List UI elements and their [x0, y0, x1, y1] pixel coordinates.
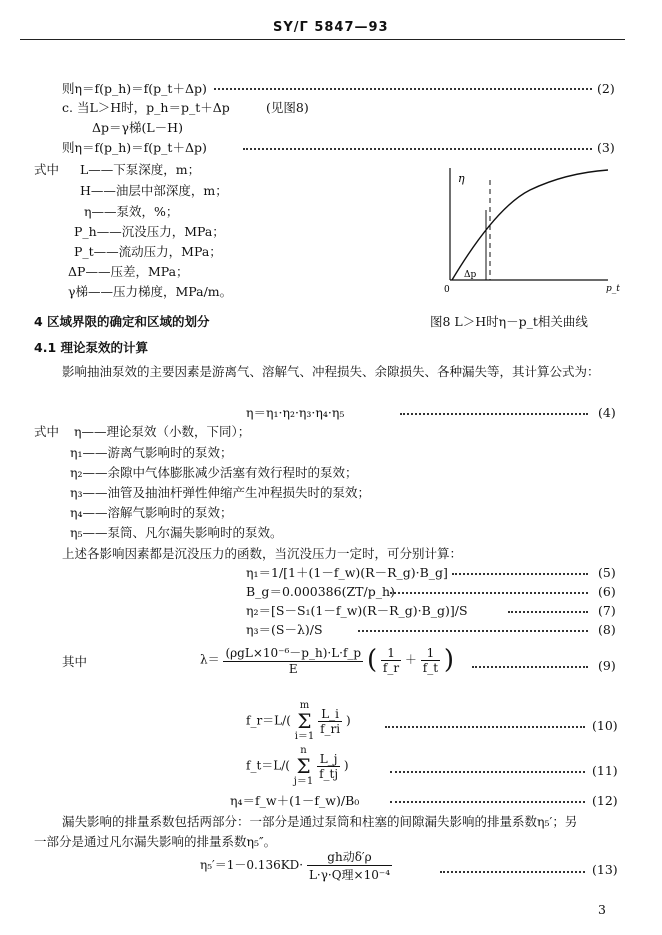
leader-dots: [214, 88, 592, 90]
eq10: [246, 700, 351, 742]
eq9-frac: [223, 644, 363, 676]
eq10-rhs: ): [345, 713, 351, 728]
eq-number: (2): [597, 81, 615, 96]
eq13-lhs: η₅′＝1－0.136KD·: [200, 858, 304, 872]
eq10-frac: [318, 707, 342, 736]
eq-number: (4): [598, 405, 616, 420]
eq6: B_g＝0.000386(ZT/p_h): [246, 584, 395, 599]
dp-label: Δp: [464, 270, 477, 280]
eq11: [246, 745, 349, 787]
eq9-frac2: [421, 646, 440, 675]
eq13: [200, 848, 392, 883]
leader-dots: [390, 592, 588, 594]
leader-dots: [243, 148, 592, 150]
def2-eta: η——理论泵效（小数，下同）；: [74, 424, 251, 439]
leak-line-1: 漏失影响的排量系数包括两部分：一部分是通过泵筒和柱塞的间隙漏失影响的排量系数η₅′；另: [62, 814, 578, 829]
doc-code: SY/Γ 5847—93: [273, 20, 389, 35]
def2-eta4: η₄——溶解气影响时的泵效；: [70, 505, 233, 520]
eq10-num: L_i: [318, 707, 342, 722]
line-then1: 则η＝f(p_h)＝f(p_t＋Δp): [62, 81, 207, 96]
leader-dots: [390, 801, 585, 803]
section-4-heading: 4 区域界限的确定和区域的划分: [34, 314, 210, 329]
eq13-frac: [307, 848, 392, 883]
leader-dots: [400, 413, 588, 415]
def-L: L——下泵深度，m；: [80, 162, 201, 177]
eq11-num: L_j: [317, 752, 340, 767]
see-figure: (见图8): [266, 100, 309, 115]
leader-dots: [440, 871, 585, 873]
eq11-lhs: f_t＝L/(: [246, 758, 290, 773]
def2-eta3: η₃——油管及抽油杆弹性伸缩产生冲程损失时的泵效；: [70, 485, 371, 500]
leader-dots: [358, 630, 588, 632]
eq-number: (12): [592, 793, 618, 808]
y-axis-label: η: [458, 172, 465, 185]
eq9-f2d: f_t: [422, 660, 439, 675]
eq-number: (6): [598, 584, 616, 599]
leader-dots: [385, 726, 585, 728]
sum-sign: n Σ j＝1: [293, 745, 314, 787]
sum-sign: m Σ i＝1: [294, 700, 315, 742]
def-eta: η——泵效，%；: [84, 204, 179, 219]
def-H: H——油层中部深度，m；: [80, 183, 228, 198]
eq5: η₁＝1/[1＋(1－f_w)(R－R_g)·B_g]: [246, 565, 448, 580]
eq8: η₃＝(S－λ)/S: [246, 622, 323, 637]
leader-dots: [390, 771, 585, 773]
eq-number: (11): [592, 763, 618, 778]
intro-paragraph: 影响抽油泵效的主要因素是游离气、溶解气、冲程损失、余隙损失、各种漏失等，其计算公式为：: [62, 364, 600, 379]
eq10-lhs: f_r＝L/(: [246, 713, 291, 728]
leader-dots: [452, 573, 588, 575]
figure-caption: 图8 L＞H时η－p_t相关曲线: [430, 314, 588, 329]
leader-dots: [472, 666, 588, 668]
eq-number: (3): [597, 140, 615, 155]
eq10-den: f_ri: [320, 721, 341, 736]
eq13-den: L·γ·Q理×10⁻⁴: [308, 868, 391, 882]
eq11-rhs: ): [343, 758, 349, 773]
eq9-f2n: 1: [421, 646, 440, 661]
eq12: η₄＝f_w＋(1－f_w)/B₀: [230, 793, 360, 808]
among-label: 其中: [62, 654, 88, 669]
eq4: η＝η₁·η₂·η₃·η₄·η₅: [246, 405, 345, 420]
eq-number: (9): [598, 658, 616, 673]
wherein-label-2: 式中: [34, 424, 60, 439]
eq9-lhs: λ＝: [200, 652, 220, 667]
eq13-num: gh动δ′ρ: [307, 848, 392, 866]
eq9-frac1: [381, 646, 401, 675]
eq11-frac: [317, 752, 340, 781]
eq9-num: (ρgL×10⁻⁶－p_h)·L·f_p: [225, 646, 362, 660]
eq-number: (10): [592, 718, 618, 733]
origin-label: 0: [444, 285, 450, 295]
section-4-1-heading: 4.1 理论泵效的计算: [34, 340, 148, 355]
line-dp: Δp＝γ梯(L－H): [92, 120, 183, 135]
def2-eta5: η₅——泵筒、凡尔漏失影响时的泵效。: [70, 525, 283, 540]
def-Ph: P_h——沉没压力，MPa；: [74, 224, 225, 239]
def-dP: ΔP——压差，MPa；: [68, 264, 189, 279]
eta-curve: [452, 170, 608, 280]
eq-number: (7): [598, 603, 616, 618]
eq-number: (13): [592, 862, 618, 877]
def2-eta2: η₂——余隙中气体膨胀减少活塞有效行程时的泵效；: [70, 465, 358, 480]
eq11-den: f_tj: [319, 766, 339, 781]
def-gamma: γ梯——压力梯度，MPa/m。: [68, 284, 233, 299]
leader-dots: [508, 611, 588, 613]
eq9-f1n: 1: [381, 646, 401, 661]
line-c-case: c. 当L＞H时，p_h＝p_t＋Δp: [62, 100, 230, 115]
eq-number: (5): [598, 565, 616, 580]
eq9: λ＝ $\frac{\text{(ρgL×10⁻⁶－p\_h)·L·f\_p}}{E}$ ( $\frac{1}{f\_r}$ ＋ $\frac{1}{f\_t}$ ): [200, 645, 454, 676]
def2-eta1: η₁——游离气影响时的泵效；: [70, 445, 233, 460]
line-then2: 则η＝f(p_h)＝f(p_t＋Δp): [62, 140, 207, 155]
leak-line-2: 一部分是通过凡尔漏失影响的排量系数η₅″。: [34, 834, 277, 849]
eq-number: (8): [598, 622, 616, 637]
def-Pt: P_t——流动压力，MPa；: [74, 244, 222, 259]
wherein-label: 式中: [34, 162, 60, 177]
x-axis-label: p_t: [606, 284, 620, 294]
eq9-den: E: [288, 662, 298, 676]
header-rule: [20, 39, 625, 40]
figure-8: [430, 160, 630, 300]
eq7: η₂＝[S－S₁(1－f_w)(R－R_g)·B_g)]/S: [246, 603, 468, 618]
calc-paragraph: 上述各影响因素都是沉没压力的函数，当沉没压力一定时，可分别计算：: [62, 546, 463, 561]
page-number: 3: [598, 902, 606, 917]
eq9-f1d: f_r: [382, 660, 400, 675]
